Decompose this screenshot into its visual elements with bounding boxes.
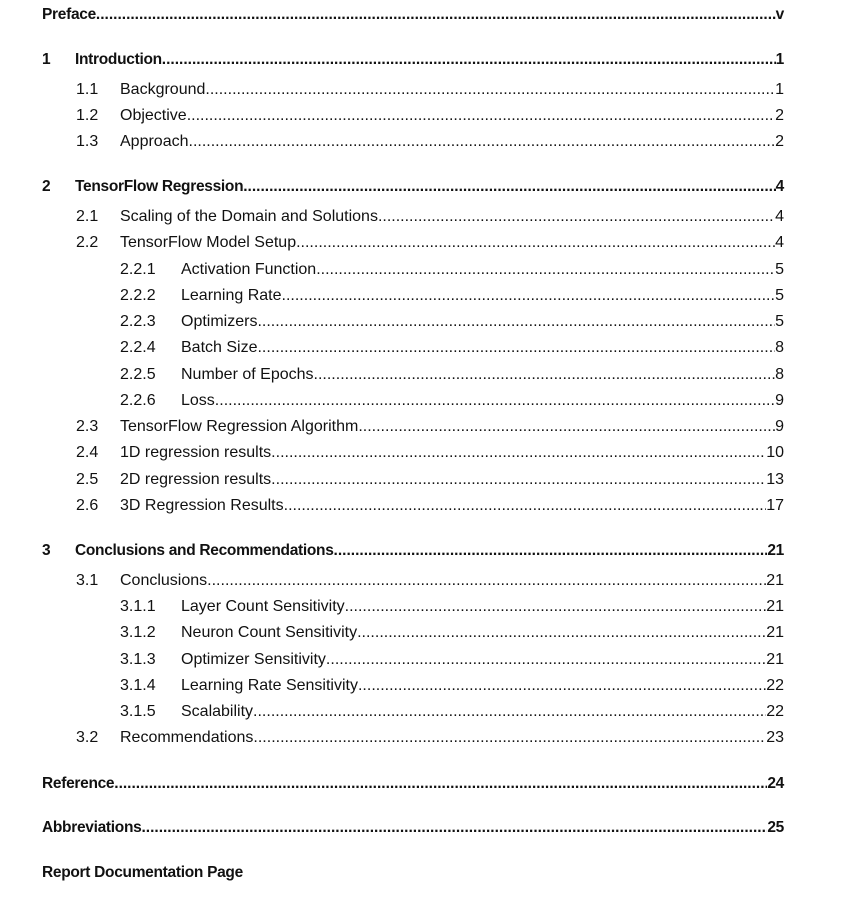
toc-entry-page: 24 bbox=[767, 775, 784, 792]
toc-entry[interactable] bbox=[0, 311, 784, 333]
toc-entry[interactable] bbox=[0, 390, 784, 412]
toc-entry-page: 5 bbox=[775, 287, 784, 304]
toc-entry-page: 4 bbox=[775, 178, 784, 195]
toc-entry[interactable] bbox=[0, 285, 784, 307]
toc-entry-title: Approach bbox=[120, 133, 189, 150]
toc-entry-page: 21 bbox=[766, 624, 784, 641]
dot-leader bbox=[378, 206, 775, 228]
toc-entry[interactable] bbox=[0, 105, 784, 127]
toc-entry[interactable] bbox=[0, 442, 784, 464]
dot-leader bbox=[314, 364, 776, 386]
dot-leader bbox=[358, 675, 766, 697]
dot-leader bbox=[271, 469, 766, 491]
toc-entry-number: 3.2 bbox=[76, 729, 99, 746]
toc-entry[interactable] bbox=[0, 675, 784, 697]
dot-leader bbox=[253, 727, 766, 749]
toc-entry-page: 5 bbox=[775, 313, 784, 330]
toc-entry-page: 17 bbox=[766, 497, 784, 514]
toc-entry-title: 1D regression results bbox=[120, 444, 272, 461]
toc-entry-title: Optimizers bbox=[181, 313, 258, 330]
toc-entry-title: Scaling of the Domain and Solutions bbox=[120, 208, 378, 225]
toc-entry[interactable] bbox=[0, 817, 784, 839]
toc-entry-page: 9 bbox=[775, 392, 784, 409]
dot-leader bbox=[207, 570, 766, 592]
toc-entry-number: 2.6 bbox=[76, 497, 99, 514]
toc-entry-page: 23 bbox=[766, 729, 784, 746]
toc-entry-page: 1 bbox=[775, 51, 784, 68]
toc-entry[interactable] bbox=[0, 337, 784, 359]
toc-entry[interactable] bbox=[0, 206, 784, 228]
toc-entry[interactable] bbox=[0, 364, 784, 386]
toc-entry-page: 2 bbox=[775, 107, 784, 124]
toc-entry[interactable] bbox=[0, 79, 784, 101]
toc-entry[interactable] bbox=[0, 622, 784, 644]
dot-leader bbox=[215, 390, 775, 412]
toc-entry[interactable] bbox=[0, 259, 784, 281]
toc-entry-number: 2.2.2 bbox=[120, 287, 156, 304]
dot-leader bbox=[257, 337, 775, 359]
toc-entry-title: Layer Count Sensitivity bbox=[181, 598, 345, 615]
toc-entry-page: 21 bbox=[766, 572, 784, 589]
toc-entry-title: TensorFlow Regression Algorithm bbox=[120, 418, 359, 435]
toc-entry-page: 8 bbox=[775, 366, 784, 383]
toc-entry-number: 2.2.3 bbox=[120, 313, 156, 330]
dot-leader bbox=[282, 285, 776, 307]
toc-entry-title: Conclusions bbox=[120, 572, 208, 589]
toc-entry-number: 1.3 bbox=[76, 133, 99, 150]
dot-leader bbox=[357, 622, 766, 644]
toc-entry-number: 2.2.4 bbox=[120, 339, 156, 356]
toc-entry-number: 2 bbox=[42, 178, 51, 195]
toc-entry-title: Loss bbox=[181, 392, 215, 409]
toc-entry-number: 2.2.1 bbox=[120, 261, 156, 278]
dot-leader bbox=[114, 773, 767, 795]
toc-entry-title: Background bbox=[120, 81, 206, 98]
toc-entry-title: Number of Epochs bbox=[181, 366, 314, 383]
toc-entry-title: Optimizer Sensitivity bbox=[181, 651, 326, 668]
toc-entry-number: 1 bbox=[42, 51, 51, 68]
toc-entry[interactable] bbox=[0, 495, 784, 517]
toc-entry[interactable] bbox=[0, 570, 784, 592]
toc-entry[interactable] bbox=[0, 131, 784, 153]
toc-entry-title: Abbreviations bbox=[42, 819, 142, 836]
toc-entry[interactable] bbox=[0, 649, 784, 671]
toc-entry-title: Batch Size bbox=[181, 339, 258, 356]
toc-entry-number: 2.2 bbox=[76, 234, 99, 251]
toc-entry[interactable] bbox=[0, 540, 784, 562]
toc-entry-page: 21 bbox=[766, 651, 784, 668]
toc-entry-number: 2.2.6 bbox=[120, 392, 156, 409]
toc-entry-title: Recommendations bbox=[120, 729, 254, 746]
dot-leader bbox=[334, 540, 768, 562]
toc-entry-page: 25 bbox=[767, 819, 784, 836]
toc-entry[interactable] bbox=[0, 176, 784, 198]
toc-entry-number: 2.2.5 bbox=[120, 366, 156, 383]
toc-entry[interactable] bbox=[0, 596, 784, 618]
toc-entry[interactable] bbox=[0, 416, 784, 438]
toc-entry[interactable] bbox=[0, 727, 784, 749]
toc-entry-number: 3.1 bbox=[76, 572, 99, 589]
toc-entry-number: 2.5 bbox=[76, 471, 99, 488]
toc-entry-title: Conclusions and Recommendations bbox=[75, 542, 334, 559]
toc-entry-number: 2.1 bbox=[76, 208, 99, 225]
dot-leader bbox=[316, 259, 775, 281]
toc-entry-number: 3.1.3 bbox=[120, 651, 156, 668]
dot-leader bbox=[345, 596, 767, 618]
toc-entry-title: Preface bbox=[42, 6, 96, 23]
toc-entry[interactable] bbox=[0, 773, 784, 795]
toc-entry-title: Learning Rate Sensitivity bbox=[181, 677, 358, 694]
toc-entry-number: 1.2 bbox=[76, 107, 99, 124]
toc-entry-title: TensorFlow Regression bbox=[75, 178, 244, 195]
toc-entry-page: 21 bbox=[767, 542, 784, 559]
toc-entry-page: 8 bbox=[775, 339, 784, 356]
toc-entry-title: Reference bbox=[42, 775, 115, 792]
toc-entry-page: 4 bbox=[775, 208, 784, 225]
toc-entry-number: 3.1.4 bbox=[120, 677, 156, 694]
toc-entry-page: 22 bbox=[766, 703, 784, 720]
dot-leader bbox=[358, 416, 775, 438]
toc-entry-number: 3.1.1 bbox=[120, 598, 156, 615]
dot-leader bbox=[257, 311, 775, 333]
toc-entry-number: 3 bbox=[42, 542, 51, 559]
toc-entry-page: 2 bbox=[775, 133, 784, 150]
toc-entry-page: 21 bbox=[766, 598, 784, 615]
toc-entry-title: TensorFlow Model Setup bbox=[120, 234, 297, 251]
toc-entry-title: Neuron Count Sensitivity bbox=[181, 624, 358, 641]
dot-leader bbox=[253, 701, 766, 723]
dot-leader bbox=[205, 79, 775, 101]
toc-entry[interactable] bbox=[0, 4, 784, 26]
toc-entry-number: 3.1.5 bbox=[120, 703, 156, 720]
dot-leader bbox=[296, 232, 775, 254]
toc-entry[interactable] bbox=[0, 701, 784, 723]
toc-entry-title: Learning Rate bbox=[181, 287, 282, 304]
toc-entry-page: 5 bbox=[775, 261, 784, 278]
dot-leader bbox=[187, 105, 775, 127]
toc-entry-number: 2.4 bbox=[76, 444, 99, 461]
dot-leader bbox=[162, 49, 776, 71]
toc-entry-number: 3.1.2 bbox=[120, 624, 156, 641]
toc-entry-title: Report Documentation Page bbox=[42, 864, 243, 881]
toc-entry-title: Activation Function bbox=[181, 261, 317, 278]
dot-leader bbox=[326, 649, 766, 671]
toc-entry-page: 22 bbox=[766, 677, 784, 694]
toc-entry-number: 2.3 bbox=[76, 418, 99, 435]
dot-leader bbox=[284, 495, 767, 517]
toc-entry-title: Objective bbox=[120, 107, 187, 124]
toc-entry[interactable] bbox=[0, 469, 784, 491]
toc-entry-page: 4 bbox=[775, 234, 784, 251]
dot-leader bbox=[189, 131, 776, 153]
toc-entry[interactable] bbox=[0, 49, 784, 71]
toc-entry-page: v bbox=[775, 6, 784, 23]
toc-entry-title: 3D Regression Results bbox=[120, 497, 284, 514]
toc-entry-title: Scalability bbox=[181, 703, 254, 720]
toc-entry-title: 2D regression results bbox=[120, 471, 272, 488]
toc-entry[interactable] bbox=[0, 862, 784, 884]
dot-leader bbox=[271, 442, 766, 464]
toc-entry[interactable] bbox=[0, 232, 784, 254]
toc-entry-title: Introduction bbox=[75, 51, 162, 68]
toc-entry-page: 13 bbox=[766, 471, 784, 488]
dot-leader bbox=[243, 176, 775, 198]
toc-entry-page: 1 bbox=[775, 81, 784, 98]
toc-entry-number: 1.1 bbox=[76, 81, 99, 98]
toc-entry-page: 10 bbox=[766, 444, 784, 461]
dot-leader bbox=[96, 4, 776, 26]
toc-entry-page: 9 bbox=[775, 418, 784, 435]
dot-leader bbox=[141, 817, 767, 839]
